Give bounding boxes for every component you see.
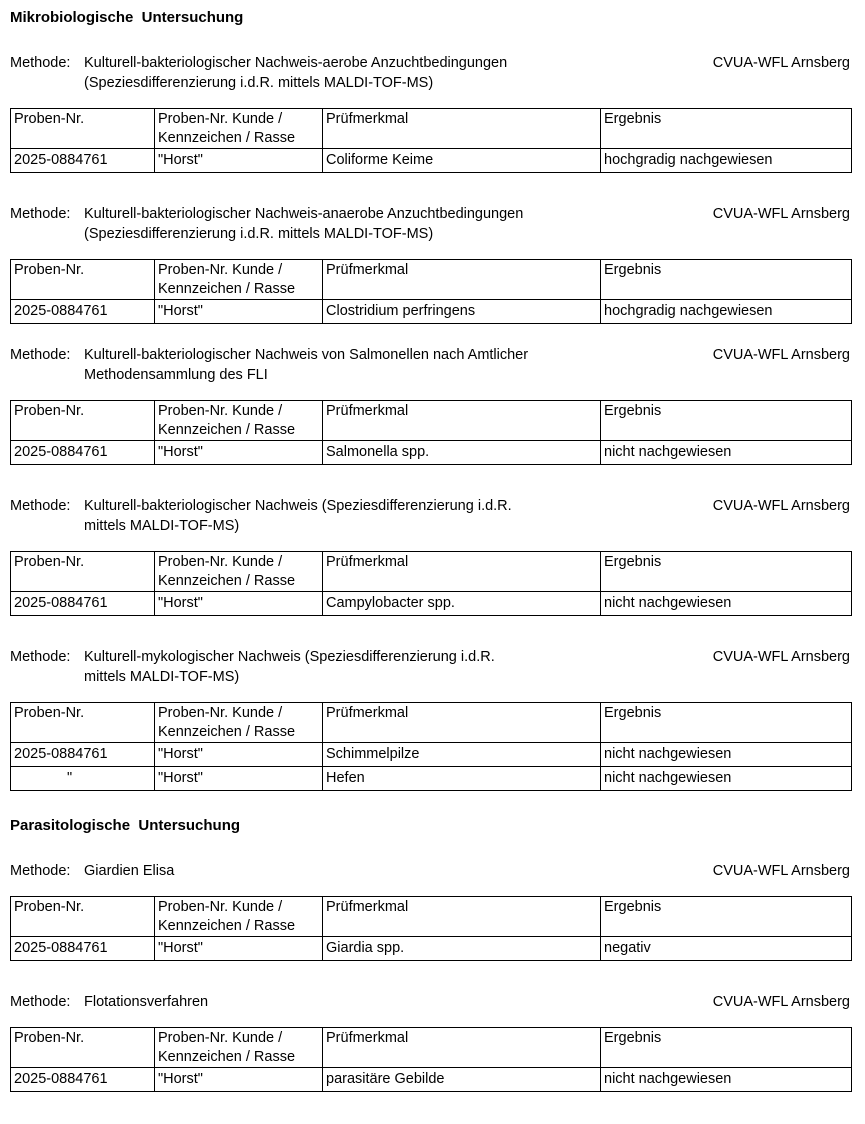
cell-probe: 2025-0884761 [11, 300, 155, 324]
method-line: mittels MALDI-TOF-MS) [84, 518, 240, 534]
header-probe: Proben-Nr. [11, 1028, 155, 1068]
method-line: mittels MALDI-TOF-MS) [84, 669, 240, 685]
header-merkmal: Prüfmerkmal [323, 401, 601, 441]
header-ergebnis: Ergebnis [601, 109, 852, 149]
cell-kunde: "Horst" [155, 441, 323, 465]
header-kunde-line: Kennzeichen / Rasse [158, 1049, 296, 1065]
header-probe: Proben-Nr. [11, 260, 155, 300]
method-description [84, 992, 604, 1012]
cell-ergebnis: nicht nachgewiesen [601, 767, 852, 791]
table-header-row [11, 260, 852, 300]
method-label: Methode: [10, 206, 71, 222]
method-line: Kulturell-bakteriologischer Nachweis-aerobe Anzuchtbedingungen [84, 55, 508, 71]
method-description [84, 647, 604, 687]
method-line: Giardien Elisa [84, 863, 175, 879]
lab-name: CVUA-WFL Arnsberg [712, 994, 850, 1010]
method-label: Methode: [10, 649, 71, 665]
header-kunde-line: Kennzeichen / Rasse [158, 130, 296, 146]
result-table [10, 702, 852, 791]
header-kunde-line: Kennzeichen / Rasse [158, 422, 296, 438]
table-row [11, 1068, 852, 1092]
header-ergebnis: Ergebnis [601, 1028, 852, 1068]
result-table [10, 400, 852, 465]
cell-probe: 2025-0884761 [11, 937, 155, 961]
lab-name: CVUA-WFL Arnsberg [712, 498, 850, 514]
method-description [84, 861, 604, 881]
method-label: Methode: [10, 863, 71, 879]
cell-probe: 2025-0884761 [11, 743, 155, 767]
header-probe: Proben-Nr. [11, 897, 155, 937]
header-kunde-line: Proben-Nr. Kunde / [158, 262, 283, 278]
lab-name: CVUA-WFL Arnsberg [712, 206, 850, 222]
header-kunde [155, 109, 323, 149]
cell-kunde: "Horst" [155, 743, 323, 767]
cell-merkmal: Salmonella spp. [323, 441, 601, 465]
header-kunde [155, 260, 323, 300]
cell-merkmal: parasitäre Gebilde [323, 1068, 601, 1092]
header-kunde [155, 703, 323, 743]
result-table [10, 1027, 852, 1092]
method-label: Methode: [10, 994, 71, 1010]
cell-probe: 2025-0884761 [11, 149, 155, 173]
method-line: Kulturell-bakteriologischer Nachweis (Speziesdifferenzierung i.d.R. [84, 498, 512, 514]
header-kunde [155, 552, 323, 592]
cell-probe: 2025-0884761 [11, 441, 155, 465]
cell-probe-ditto: " [11, 767, 155, 791]
result-table [10, 551, 852, 616]
header-kunde-line: Kennzeichen / Rasse [158, 918, 296, 934]
header-kunde-line: Kennzeichen / Rasse [158, 281, 296, 297]
header-kunde [155, 897, 323, 937]
table-header-row [11, 1028, 852, 1068]
cell-ergebnis: hochgradig nachgewiesen [601, 149, 852, 173]
cell-kunde: "Horst" [155, 300, 323, 324]
header-merkmal: Prüfmerkmal [323, 1028, 601, 1068]
method-line: Flotationsverfahren [84, 994, 209, 1010]
cell-merkmal: Campylobacter spp. [323, 592, 601, 616]
lab-name: CVUA-WFL Arnsberg [712, 55, 850, 71]
cell-ergebnis: nicht nachgewiesen [601, 441, 852, 465]
cell-kunde: "Horst" [155, 1068, 323, 1092]
cell-merkmal: Schimmelpilze [323, 743, 601, 767]
method-description [84, 204, 604, 244]
header-probe: Proben-Nr. [11, 703, 155, 743]
header-kunde-line: Proben-Nr. Kunde / [158, 1030, 283, 1046]
table-header-row [11, 897, 852, 937]
header-merkmal: Prüfmerkmal [323, 552, 601, 592]
table-header-row [11, 703, 852, 743]
cell-kunde: "Horst" [155, 767, 323, 791]
cell-merkmal: Clostridium perfringens [323, 300, 601, 324]
header-kunde [155, 401, 323, 441]
header-kunde-line: Proben-Nr. Kunde / [158, 111, 283, 127]
table-header-row [11, 401, 852, 441]
method-label: Methode: [10, 498, 71, 514]
header-kunde-line: Kennzeichen / Rasse [158, 724, 296, 740]
header-merkmal: Prüfmerkmal [323, 109, 601, 149]
cell-ergebnis: hochgradig nachgewiesen [601, 300, 852, 324]
cell-ergebnis: nicht nachgewiesen [601, 1068, 852, 1092]
table-row [11, 592, 852, 616]
method-description [84, 496, 604, 536]
header-merkmal: Prüfmerkmal [323, 703, 601, 743]
table-header-row [11, 109, 852, 149]
method-label: Methode: [10, 347, 71, 363]
section-title: Parasitologische Untersuchung [10, 817, 241, 834]
header-ergebnis: Ergebnis [601, 401, 852, 441]
cell-ergebnis: nicht nachgewiesen [601, 592, 852, 616]
method-description [84, 53, 604, 93]
header-merkmal: Prüfmerkmal [323, 897, 601, 937]
lab-name: CVUA-WFL Arnsberg [712, 347, 850, 363]
cell-merkmal: Hefen [323, 767, 601, 791]
cell-merkmal: Giardia spp. [323, 937, 601, 961]
result-table [10, 259, 852, 324]
header-probe: Proben-Nr. [11, 401, 155, 441]
method-line: Methodensammlung des FLI [84, 367, 268, 383]
method-line: Kulturell-mykologischer Nachweis (Speziesdifferenzierung i.d.R. [84, 649, 495, 665]
header-probe: Proben-Nr. [11, 552, 155, 592]
result-table [10, 108, 852, 173]
table-row [11, 149, 852, 173]
method-line: (Speziesdifferenzierung i.d.R. mittels MALDI-TOF-MS) [84, 75, 434, 91]
table-header-row [11, 552, 852, 592]
header-kunde-line: Proben-Nr. Kunde / [158, 554, 283, 570]
method-line: (Speziesdifferenzierung i.d.R. mittels MALDI-TOF-MS) [84, 226, 434, 242]
cell-probe: 2025-0884761 [11, 592, 155, 616]
header-ergebnis: Ergebnis [601, 703, 852, 743]
table-row [11, 937, 852, 961]
cell-kunde: "Horst" [155, 937, 323, 961]
table-row [11, 441, 852, 465]
table-row [11, 767, 852, 791]
method-label: Methode: [10, 55, 71, 71]
result-table [10, 896, 852, 961]
cell-merkmal: Coliforme Keime [323, 149, 601, 173]
method-description [84, 345, 604, 385]
cell-kunde: "Horst" [155, 592, 323, 616]
lab-name: CVUA-WFL Arnsberg [712, 863, 850, 879]
header-probe: Proben-Nr. [11, 109, 155, 149]
header-kunde [155, 1028, 323, 1068]
header-ergebnis: Ergebnis [601, 552, 852, 592]
header-ergebnis: Ergebnis [601, 260, 852, 300]
cell-ergebnis: negativ [601, 937, 852, 961]
section-title: Mikrobiologische Untersuchung [10, 9, 244, 26]
method-line: Kulturell-bakteriologischer Nachweis-anaerobe Anzuchtbedingungen [84, 206, 524, 222]
table-row [11, 743, 852, 767]
header-kunde-line: Proben-Nr. Kunde / [158, 899, 283, 915]
header-kunde-line: Proben-Nr. Kunde / [158, 403, 283, 419]
header-merkmal: Prüfmerkmal [323, 260, 601, 300]
header-kunde-line: Kennzeichen / Rasse [158, 573, 296, 589]
lab-name: CVUA-WFL Arnsberg [712, 649, 850, 665]
cell-kunde: "Horst" [155, 149, 323, 173]
header-ergebnis: Ergebnis [601, 897, 852, 937]
table-row [11, 300, 852, 324]
cell-ergebnis: nicht nachgewiesen [601, 743, 852, 767]
cell-probe: 2025-0884761 [11, 1068, 155, 1092]
method-line: Kulturell-bakteriologischer Nachweis von Salmonellen nach Amtlicher [84, 347, 529, 363]
header-kunde-line: Proben-Nr. Kunde / [158, 705, 283, 721]
